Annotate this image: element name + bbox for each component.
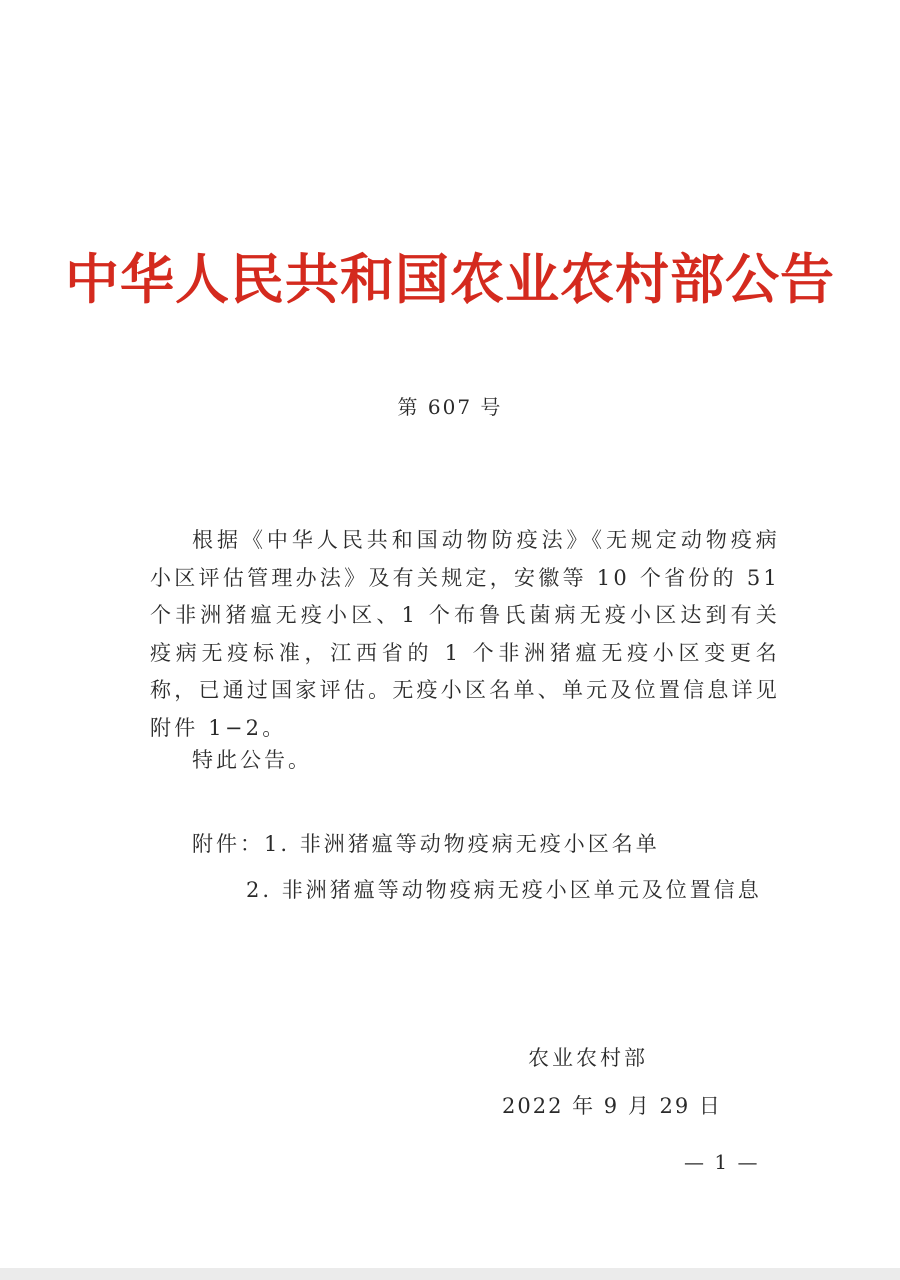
document-title: 中华人民共和国农业农村部公告 xyxy=(65,247,835,311)
attachment-item-1: 附件：1. 非洲猪瘟等动物疫病无疫小区名单 xyxy=(192,832,660,856)
issuer-signature: 农业农村部 xyxy=(528,1046,648,1070)
page-number: — 1 — xyxy=(684,1150,760,1174)
body-paragraph: 根据《中华人民共和国动物防疫法》《无规定动物疫病小区评估管理办法》及有关规定，安徽等 10 个省份的 51 个非洲猪瘟无疫小区、1 个布鲁氏菌病无疫小区达到有关疫病无疫标准，江西省的 1 个非洲猪瘟无疫小区变更名称，已通过国家评估。无疫小区名单、单元及位置信息详见附件 1−2。 xyxy=(150,528,780,740)
attachment-item-2: 2. 非洲猪瘟等动物疫病无疫小区单元及位置信息 xyxy=(246,878,762,902)
issue-date: 2022 年 9 月 29 日 xyxy=(502,1094,722,1118)
viewer-bottom-edge xyxy=(0,1268,900,1280)
closing-line: 特此公告。 xyxy=(192,748,312,772)
document-number: 第 607 号 xyxy=(397,395,503,419)
